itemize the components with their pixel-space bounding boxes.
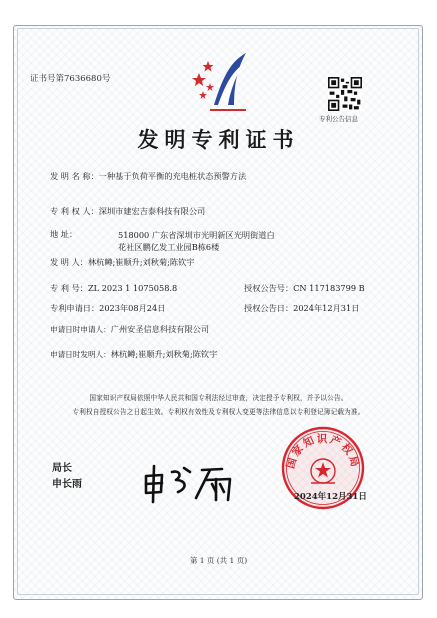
filing-date-label: 专利申请日： [50,303,100,313]
inventor-label: 发 明 人： [50,257,88,267]
qr-code-icon[interactable] [328,77,362,111]
director-name: 申长雨 [52,479,82,490]
director-signature-icon [140,462,260,504]
inventor-row [50,257,195,268]
address-label: 地 址： [50,229,78,239]
applicant-label: 申请日时申请人： [50,325,111,334]
filing-date-value: 2023年08月24日 [99,303,166,313]
grant-date-label: 授权公告日： [244,303,294,313]
inventor-at-filing-label: 申请日时发明人： [50,350,111,359]
grant-date-value: 2024年12月31日 [293,303,360,313]
invention-name-label: 发 明 名 称： [50,171,99,181]
inventor-value: 林杭鳟;崔顺升;刘秋菊;陈钦宇 [87,257,195,267]
grant-number-row [244,283,365,294]
patentee-row [50,206,205,217]
page-number: 第 1 页 (共 1 页) [189,556,248,565]
inventor-at-filing-value: 林杭鳟;崔顺升;刘秋菊;陈钦宇 [110,349,218,359]
seal-date: 2024年12月31日 [294,492,367,502]
filing-date-row [50,303,165,314]
cnipa-logo-icon [190,43,250,113]
director-title: 局长 [52,463,72,474]
certificate-number: 证书号第7636680号 [30,74,111,84]
patentee-label: 专 利 权 人： [50,206,99,216]
applicant-value: 广州安圣信息科技有限公司 [110,324,210,334]
invention-name-value: 一种基于负荷平衡的充电桩状态预警方法 [98,171,247,181]
notice-line-2: 专利权自授权公告之日起生效。专利权有效性及专利权人变更等法律信息以专利登记簿记载为准。 [72,408,365,416]
patent-number-value: ZL 2023 1 1075058.8 [87,283,178,293]
certificate-title: 发明专利证书 [137,127,300,152]
patentee-value: 深圳市建宏吉泰科技有限公司 [98,206,206,216]
invention-name-row [50,171,246,182]
grant-number-value: CN 117183799 B [293,283,365,293]
applicant-row [50,324,209,335]
address-value: 518000 广东省深圳市光明新区光明街道白花社区鹏亿发工业园B栋6楼 [118,230,275,252]
patent-number-row [50,283,177,294]
inventor-at-filing-row [50,349,217,360]
qr-caption: 专利公告信息 [319,115,358,123]
grant-date-row [244,303,359,314]
seal-text: 国家知识产权局 [284,432,362,470]
patent-number-label: 专 利 号： [50,283,88,293]
grant-number-label: 授权公告号： [244,283,294,293]
notice-line-1: 国家知识产权局依照中华人民共和国专利法经过审查，决定授予专利权，并予以公告。 [89,394,348,402]
